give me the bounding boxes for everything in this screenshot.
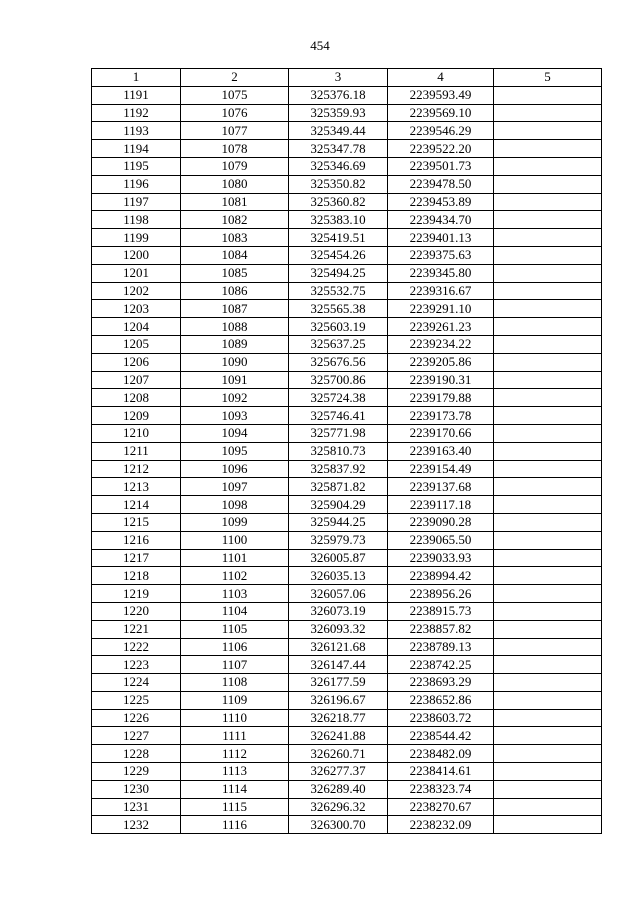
- table-cell-col-1: 1208: [92, 389, 181, 407]
- table-cell-col-1: 1214: [92, 496, 181, 514]
- table-cell-col-2: 1075: [181, 86, 289, 104]
- table-cell-col-5: [494, 549, 602, 567]
- table-cell-col-1: 1193: [92, 122, 181, 140]
- table-cell-col-4: 2239163.40: [388, 442, 494, 460]
- table-cell-col-5: [494, 602, 602, 620]
- table-cell-col-2: 1083: [181, 229, 289, 247]
- coordinates-table: [91, 68, 602, 834]
- table-row: [92, 424, 602, 442]
- table-cell-col-4: 2239154.49: [388, 460, 494, 478]
- table-cell-col-2: 1103: [181, 585, 289, 603]
- table-cell-col-5: [494, 229, 602, 247]
- table-cell-col-3: 326218.77: [289, 709, 388, 727]
- table-cell-col-4: 2238915.73: [388, 602, 494, 620]
- table-cell-col-1: 1213: [92, 478, 181, 496]
- table-cell-col-3: 326121.68: [289, 638, 388, 656]
- header-cell-2: 2: [181, 69, 289, 87]
- table-cell-col-4: 2238857.82: [388, 620, 494, 638]
- table-cell-col-2: 1113: [181, 763, 289, 781]
- table-cell-col-2: 1096: [181, 460, 289, 478]
- table-row: [92, 620, 602, 638]
- table-row: [92, 478, 602, 496]
- table-cell-col-3: 326035.13: [289, 567, 388, 585]
- table-row: [92, 318, 602, 336]
- table-cell-col-2: 1104: [181, 602, 289, 620]
- header-cell-1: 1: [92, 69, 181, 87]
- table-row: [92, 567, 602, 585]
- table-cell-col-4: 2239170.66: [388, 424, 494, 442]
- table-row: [92, 407, 602, 425]
- table-cell-col-5: [494, 745, 602, 763]
- table-cell-col-2: 1101: [181, 549, 289, 567]
- table-cell-col-4: 2239190.31: [388, 371, 494, 389]
- table-cell-col-3: 325810.73: [289, 442, 388, 460]
- table-cell-col-3: 326296.32: [289, 798, 388, 816]
- table-cell-col-4: 2239205.86: [388, 353, 494, 371]
- table-cell-col-2: 1087: [181, 300, 289, 318]
- table-row: [92, 727, 602, 745]
- table-cell-col-2: 1115: [181, 798, 289, 816]
- table-cell-col-1: 1199: [92, 229, 181, 247]
- table-cell-col-1: 1227: [92, 727, 181, 745]
- table-cell-col-2: 1093: [181, 407, 289, 425]
- table-cell-col-3: 325676.56: [289, 353, 388, 371]
- table-cell-col-4: 2239234.22: [388, 335, 494, 353]
- table-cell-col-4: 2238693.29: [388, 674, 494, 692]
- table-cell-col-3: 325359.93: [289, 104, 388, 122]
- table-row: [92, 193, 602, 211]
- table-cell-col-1: 1210: [92, 424, 181, 442]
- table-row: [92, 371, 602, 389]
- table-cell-col-1: 1221: [92, 620, 181, 638]
- table-cell-col-3: 325746.41: [289, 407, 388, 425]
- table-cell-col-3: 326260.71: [289, 745, 388, 763]
- table-row: [92, 798, 602, 816]
- table-cell-col-5: [494, 140, 602, 158]
- table-cell-col-1: 1196: [92, 175, 181, 193]
- table-cell-col-2: 1086: [181, 282, 289, 300]
- table-cell-col-2: 1110: [181, 709, 289, 727]
- table-cell-col-4: 2239033.93: [388, 549, 494, 567]
- table-cell-col-4: 2239137.68: [388, 478, 494, 496]
- table-cell-col-4: 2239065.50: [388, 531, 494, 549]
- table-cell-col-4: 2238994.42: [388, 567, 494, 585]
- table-cell-col-2: 1090: [181, 353, 289, 371]
- table-row: [92, 549, 602, 567]
- table-cell-col-3: 325724.38: [289, 389, 388, 407]
- table-cell-col-4: 2238789.13: [388, 638, 494, 656]
- table-cell-col-1: 1220: [92, 602, 181, 620]
- table-cell-col-3: 325347.78: [289, 140, 388, 158]
- table-cell-col-4: 2239090.28: [388, 513, 494, 531]
- table-cell-col-2: 1078: [181, 140, 289, 158]
- table-row: [92, 335, 602, 353]
- table-cell-col-2: 1089: [181, 335, 289, 353]
- table-cell-col-1: 1218: [92, 567, 181, 585]
- header-cell-5: 5: [494, 69, 602, 87]
- table-cell-col-3: 325376.18: [289, 86, 388, 104]
- table-cell-col-4: 2239345.80: [388, 264, 494, 282]
- table-row: [92, 86, 602, 104]
- table-row: [92, 282, 602, 300]
- table-cell-col-4: 2239173.78: [388, 407, 494, 425]
- table-cell-col-1: 1219: [92, 585, 181, 603]
- table-cell-col-1: 1228: [92, 745, 181, 763]
- table-cell-col-2: 1098: [181, 496, 289, 514]
- table-cell-col-3: 325349.44: [289, 122, 388, 140]
- table-cell-col-2: 1095: [181, 442, 289, 460]
- table-cell-col-3: 325383.10: [289, 211, 388, 229]
- table-row: [92, 816, 602, 834]
- table-cell-col-4: 2239569.10: [388, 104, 494, 122]
- table-cell-col-5: [494, 175, 602, 193]
- table-cell-col-3: 326147.44: [289, 656, 388, 674]
- table-cell-col-3: 325637.25: [289, 335, 388, 353]
- table-cell-col-2: 1106: [181, 638, 289, 656]
- table-cell-col-2: 1084: [181, 246, 289, 264]
- table-cell-col-5: [494, 407, 602, 425]
- table-row: [92, 175, 602, 193]
- table-cell-col-5: [494, 531, 602, 549]
- table-cell-col-2: 1112: [181, 745, 289, 763]
- table-cell-col-1: 1194: [92, 140, 181, 158]
- table-cell-col-2: 1114: [181, 780, 289, 798]
- table-cell-col-4: 2238956.26: [388, 585, 494, 603]
- table-cell-col-5: [494, 371, 602, 389]
- table-cell-col-4: 2239291.10: [388, 300, 494, 318]
- table-cell-col-4: 2239316.67: [388, 282, 494, 300]
- table-cell-col-2: 1109: [181, 691, 289, 709]
- table-cell-col-2: 1091: [181, 371, 289, 389]
- table-cell-col-5: [494, 496, 602, 514]
- table-row: [92, 638, 602, 656]
- table-cell-col-5: [494, 727, 602, 745]
- table-cell-col-1: 1198: [92, 211, 181, 229]
- table-cell-col-1: 1215: [92, 513, 181, 531]
- table-cell-col-5: [494, 638, 602, 656]
- table-cell-col-5: [494, 513, 602, 531]
- table-row: [92, 656, 602, 674]
- table-cell-col-3: 326177.59: [289, 674, 388, 692]
- table-cell-col-4: 2239522.20: [388, 140, 494, 158]
- table-cell-col-4: 2239546.29: [388, 122, 494, 140]
- table-cell-col-2: 1111: [181, 727, 289, 745]
- table-cell-col-1: 1217: [92, 549, 181, 567]
- table-cell-col-3: 325979.73: [289, 531, 388, 549]
- table-row: [92, 389, 602, 407]
- table-cell-col-1: 1216: [92, 531, 181, 549]
- table-row: [92, 496, 602, 514]
- page-number: 454: [310, 38, 330, 53]
- table-cell-col-3: 325603.19: [289, 318, 388, 336]
- table-cell-col-2: 1076: [181, 104, 289, 122]
- table-cell-col-1: 1212: [92, 460, 181, 478]
- table-cell-col-1: 1207: [92, 371, 181, 389]
- table-cell-col-4: 2239261.23: [388, 318, 494, 336]
- table-row: [92, 745, 602, 763]
- table-cell-col-3: 326300.70: [289, 816, 388, 834]
- header-cell-3: 3: [289, 69, 388, 87]
- table-cell-col-2: 1100: [181, 531, 289, 549]
- table-cell-col-2: 1116: [181, 816, 289, 834]
- table-cell-col-5: [494, 246, 602, 264]
- table-cell-col-5: [494, 104, 602, 122]
- table-cell-col-4: 2239501.73: [388, 157, 494, 175]
- table-cell-col-2: 1097: [181, 478, 289, 496]
- table-cell-col-5: [494, 567, 602, 585]
- table-cell-col-1: 1226: [92, 709, 181, 727]
- table-cell-col-4: 2238482.09: [388, 745, 494, 763]
- table-cell-col-3: 325771.98: [289, 424, 388, 442]
- table-cell-col-3: 325350.82: [289, 175, 388, 193]
- table-cell-col-1: 1206: [92, 353, 181, 371]
- table-row: [92, 585, 602, 603]
- table-cell-col-3: 325454.26: [289, 246, 388, 264]
- table-cell-col-3: 325944.25: [289, 513, 388, 531]
- table-cell-col-3: 326196.67: [289, 691, 388, 709]
- table-cell-col-4: 2239453.89: [388, 193, 494, 211]
- table-cell-col-5: [494, 656, 602, 674]
- table-cell-col-1: 1201: [92, 264, 181, 282]
- table-row: [92, 353, 602, 371]
- table-cell-col-3: 325904.29: [289, 496, 388, 514]
- table-cell-col-5: [494, 798, 602, 816]
- table-cell-col-1: 1225: [92, 691, 181, 709]
- table-cell-col-5: [494, 620, 602, 638]
- table-cell-col-3: 325837.92: [289, 460, 388, 478]
- table-cell-col-2: 1081: [181, 193, 289, 211]
- table-cell-col-4: 2239375.63: [388, 246, 494, 264]
- table-cell-col-2: 1077: [181, 122, 289, 140]
- table-cell-col-3: 325494.25: [289, 264, 388, 282]
- table-cell-col-1: 1203: [92, 300, 181, 318]
- table-cell-col-2: 1079: [181, 157, 289, 175]
- table-cell-col-1: 1202: [92, 282, 181, 300]
- table-cell-col-4: 2238414.61: [388, 763, 494, 781]
- table-cell-col-5: [494, 193, 602, 211]
- table-cell-col-1: 1191: [92, 86, 181, 104]
- table-cell-col-1: 1205: [92, 335, 181, 353]
- table-cell-col-5: [494, 691, 602, 709]
- table-cell-col-5: [494, 709, 602, 727]
- table-row: [92, 674, 602, 692]
- table-cell-col-5: [494, 460, 602, 478]
- table-row: [92, 780, 602, 798]
- table-cell-col-2: 1099: [181, 513, 289, 531]
- table-row: [92, 763, 602, 781]
- table-cell-col-4: 2239593.49: [388, 86, 494, 104]
- table-cell-col-1: 1209: [92, 407, 181, 425]
- table-cell-col-5: [494, 816, 602, 834]
- table-cell-col-5: [494, 335, 602, 353]
- table-cell-col-3: 325360.82: [289, 193, 388, 211]
- table-cell-col-4: 2238652.86: [388, 691, 494, 709]
- table-cell-col-1: 1224: [92, 674, 181, 692]
- table-row: [92, 140, 602, 158]
- table-cell-col-2: 1088: [181, 318, 289, 336]
- table-cell-col-3: 326289.40: [289, 780, 388, 798]
- table-cell-col-3: 326005.87: [289, 549, 388, 567]
- table-cell-col-2: 1082: [181, 211, 289, 229]
- table-cell-col-2: 1105: [181, 620, 289, 638]
- table-cell-col-4: 2238742.25: [388, 656, 494, 674]
- table-cell-col-5: [494, 157, 602, 175]
- table-cell-col-4: 2239117.18: [388, 496, 494, 514]
- table-cell-col-1: 1223: [92, 656, 181, 674]
- table-cell-col-5: [494, 585, 602, 603]
- table-cell-col-5: [494, 674, 602, 692]
- table-row: [92, 602, 602, 620]
- table-row: [92, 442, 602, 460]
- table-row: [92, 691, 602, 709]
- table-cell-col-2: 1108: [181, 674, 289, 692]
- table-cell-col-5: [494, 389, 602, 407]
- table-cell-col-5: [494, 478, 602, 496]
- table-cell-col-4: 2238544.42: [388, 727, 494, 745]
- table-row: [92, 229, 602, 247]
- table-cell-col-3: 325419.51: [289, 229, 388, 247]
- table-row: [92, 300, 602, 318]
- table-cell-col-4: 2238323.74: [388, 780, 494, 798]
- table-cell-col-3: 326073.19: [289, 602, 388, 620]
- header-cell-4: 4: [388, 69, 494, 87]
- table-cell-col-2: 1092: [181, 389, 289, 407]
- table-cell-col-3: 326277.37: [289, 763, 388, 781]
- header-row: [92, 69, 602, 87]
- table-row: [92, 246, 602, 264]
- table-cell-col-3: 325565.38: [289, 300, 388, 318]
- table-row: [92, 531, 602, 549]
- table-row: [92, 709, 602, 727]
- table-row: [92, 513, 602, 531]
- table-cell-col-1: 1211: [92, 442, 181, 460]
- table-cell-col-3: 325871.82: [289, 478, 388, 496]
- table-cell-col-5: [494, 122, 602, 140]
- table-cell-col-5: [494, 424, 602, 442]
- table-cell-col-3: 326093.32: [289, 620, 388, 638]
- table-cell-col-1: 1200: [92, 246, 181, 264]
- table-cell-col-1: 1229: [92, 763, 181, 781]
- table-row: [92, 264, 602, 282]
- table-row: [92, 157, 602, 175]
- table-row: [92, 460, 602, 478]
- table-cell-col-1: 1195: [92, 157, 181, 175]
- table-cell-col-5: [494, 442, 602, 460]
- table-cell-col-4: 2238270.67: [388, 798, 494, 816]
- table-row: [92, 104, 602, 122]
- table-cell-col-4: 2238603.72: [388, 709, 494, 727]
- table-cell-col-5: [494, 300, 602, 318]
- table-row: [92, 122, 602, 140]
- table-cell-col-3: 326057.06: [289, 585, 388, 603]
- table-cell-col-3: 325346.69: [289, 157, 388, 175]
- table-cell-col-4: 2238232.09: [388, 816, 494, 834]
- table-cell-col-1: 1197: [92, 193, 181, 211]
- table-header: [92, 69, 602, 87]
- table-cell-col-1: 1232: [92, 816, 181, 834]
- table-cell-col-3: 325700.86: [289, 371, 388, 389]
- table-cell-col-2: 1107: [181, 656, 289, 674]
- table-cell-col-4: 2239478.50: [388, 175, 494, 193]
- table-cell-col-1: 1222: [92, 638, 181, 656]
- table-cell-col-5: [494, 780, 602, 798]
- table-cell-col-5: [494, 86, 602, 104]
- table-cell-col-1: 1231: [92, 798, 181, 816]
- table-cell-col-4: 2239179.88: [388, 389, 494, 407]
- table-cell-col-1: 1230: [92, 780, 181, 798]
- table-body: [92, 86, 602, 833]
- table-cell-col-5: [494, 353, 602, 371]
- table-row: [92, 211, 602, 229]
- table-cell-col-2: 1094: [181, 424, 289, 442]
- table-cell-col-2: 1102: [181, 567, 289, 585]
- table-cell-col-5: [494, 282, 602, 300]
- table-cell-col-3: 325532.75: [289, 282, 388, 300]
- table-cell-col-2: 1085: [181, 264, 289, 282]
- table-cell-col-3: 326241.88: [289, 727, 388, 745]
- table-cell-col-5: [494, 318, 602, 336]
- table-cell-col-5: [494, 264, 602, 282]
- table-cell-col-5: [494, 763, 602, 781]
- table-cell-col-1: 1192: [92, 104, 181, 122]
- table-cell-col-5: [494, 211, 602, 229]
- table-cell-col-1: 1204: [92, 318, 181, 336]
- table-cell-col-2: 1080: [181, 175, 289, 193]
- table-cell-col-4: 2239401.13: [388, 229, 494, 247]
- table-cell-col-4: 2239434.70: [388, 211, 494, 229]
